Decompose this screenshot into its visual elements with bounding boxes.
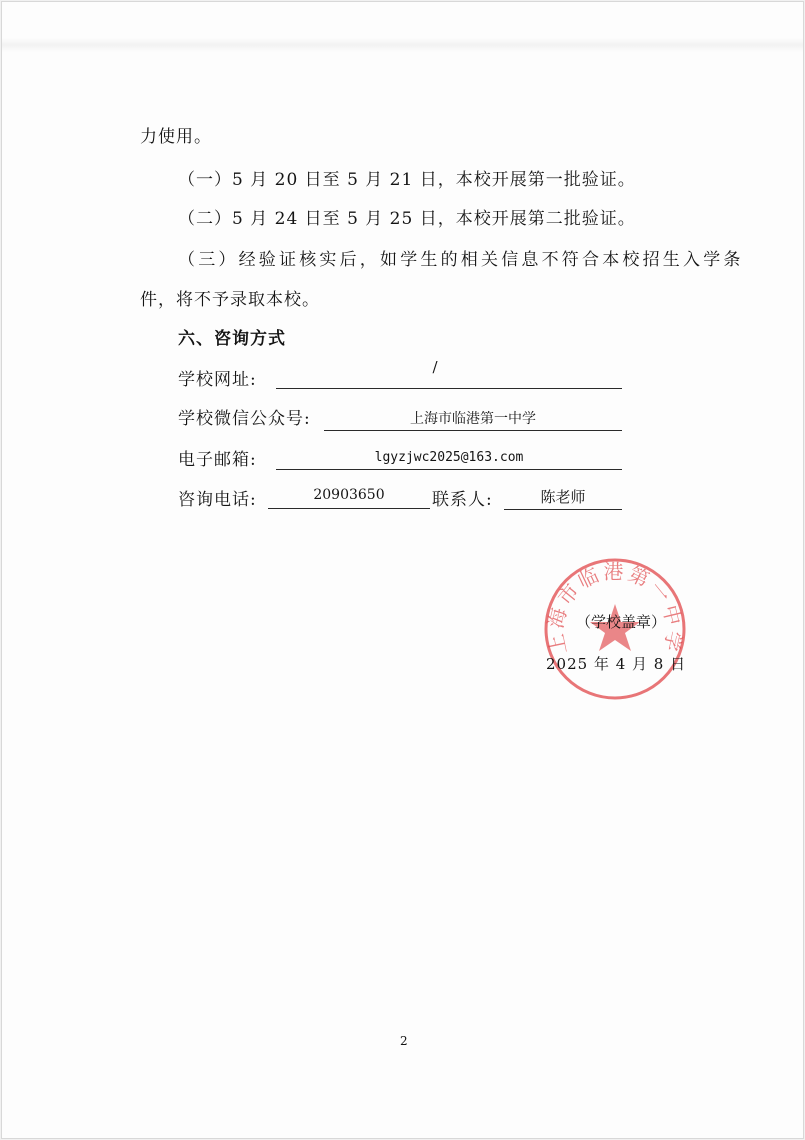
wechat-underline: [324, 430, 622, 431]
phone-value: 20903650: [313, 487, 385, 503]
email-label: 电子邮箱:: [178, 450, 257, 470]
email-value: lgyzjwc2025@163.com: [374, 450, 524, 465]
contact-value: 陈老师: [540, 488, 586, 506]
section-heading-consultation: 六、咨询方式: [178, 329, 286, 349]
website-underline: [276, 388, 622, 389]
svg-text:上海市临港第一中学: 上海市临港第一中学: [543, 559, 687, 657]
phone-underline: [268, 508, 430, 509]
website-label: 学校网址:: [178, 370, 257, 390]
wechat-value: 上海市临港第一中学: [410, 411, 536, 427]
paragraph-item-3-line-1: （三）经验证核实后，如学生的相关信息不符合本校招生入学条: [178, 250, 744, 270]
scan-fold-shadow: [2, 38, 803, 52]
website-value: /: [432, 358, 438, 376]
email-underline: [276, 469, 622, 470]
wechat-label: 学校微信公众号:: [178, 409, 311, 429]
page-number: 2: [400, 1034, 408, 1048]
phone-label: 咨询电话:: [178, 490, 257, 510]
paragraph-item-3-line-2: 件，将不予录取本校。: [140, 290, 320, 310]
paragraph-item-2: （二）5 月 24 日至 5 月 25 日，本校开展第二批验证。: [178, 209, 636, 229]
contact-label: 联系人:: [432, 490, 493, 510]
document-page: [2, 2, 803, 1138]
paragraph-continuation: 力使用。: [140, 127, 212, 147]
contact-underline: [504, 509, 622, 510]
signature-date: 2025 年 4 月 8 日: [546, 655, 687, 673]
paragraph-item-1: （一）5 月 20 日至 5 月 21 日，本校开展第一批验证。: [178, 170, 636, 190]
seal-note: （学校盖章）: [576, 613, 667, 631]
